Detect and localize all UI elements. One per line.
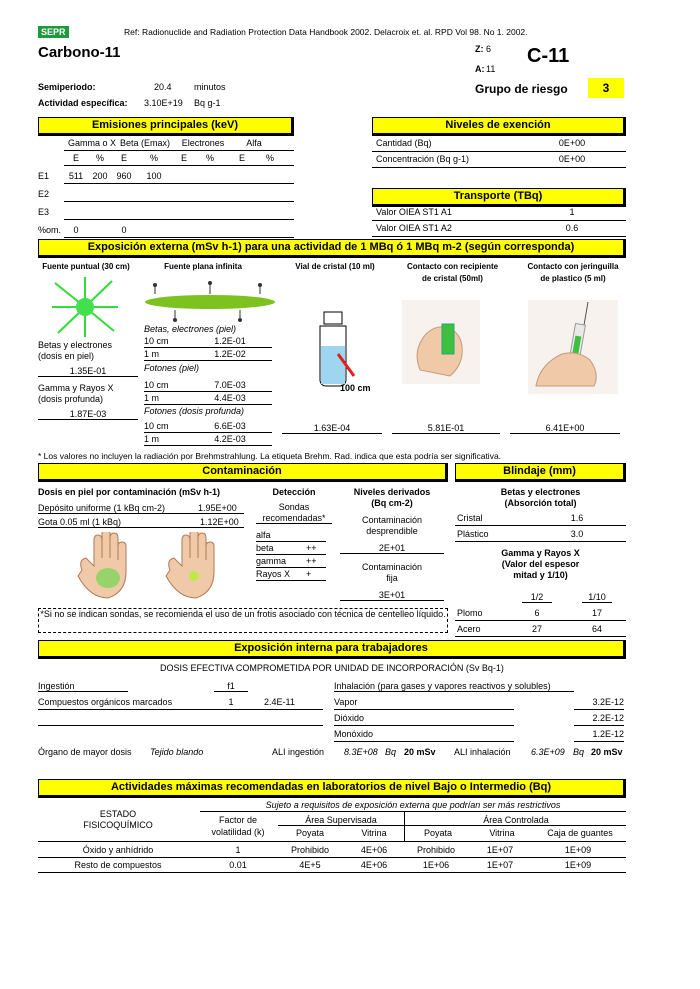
actividades-subhead: Poyata: [423, 828, 453, 838]
transporte-label: Valor OIEA ST1 A1: [376, 207, 452, 217]
plane-value: 6.6E-03: [214, 421, 246, 431]
inhalacion-dose: 2.2E-12: [592, 713, 624, 723]
head-jeringa-1: Contacto con jeringuilla: [527, 262, 619, 271]
plane-value: 1.2E-01: [214, 336, 246, 346]
brehm-note: * Los valores no incluyen la radiación por Brehmstrahlung. La etiqueta Brehm. Rad. indica que esta podría ser significativa.: [38, 451, 502, 461]
organ-value: Tejido blando: [150, 747, 204, 757]
desprendible-1: Contaminación: [361, 515, 423, 525]
gota-value: 1.12E+00: [200, 517, 239, 527]
plane-prof-title: Fotones (dosis profunda): [144, 406, 245, 416]
gamma-head-half: 1/2: [522, 592, 552, 603]
actividades-estado: Resto de compuestos: [74, 860, 162, 870]
plane-source-icon: [140, 280, 280, 326]
risk-value: 3: [588, 78, 624, 98]
gamma-point-value: 1.87E-03: [38, 409, 138, 420]
emisiones-sub-head: %: [265, 153, 274, 163]
emisiones-col-head: Alfa: [246, 138, 262, 148]
sondas-2: recomendadas*: [256, 513, 332, 524]
actividades-cell: 4E+5: [299, 860, 321, 870]
actividades-title: Actividades máximas recomendadas en laboratorios de nivel Bajo o Intermedio (Bq): [38, 779, 626, 798]
head-jeringa-2: de plastico (5 ml): [540, 274, 606, 283]
head-plane: Fuente plana infinita: [164, 262, 242, 271]
recipiente-value: 5.81E-01: [392, 423, 500, 434]
blindaje-half: 6: [534, 608, 540, 618]
ali-ingestion-value: 8.3E+08: [344, 747, 378, 757]
controlada-head: Área Controlada: [483, 815, 549, 825]
deposito-label: Depósito uniforme (1 kBq cm-2): [38, 503, 244, 514]
probe-name: alfa: [256, 530, 271, 540]
actividades-subhead: Vitrina: [361, 828, 387, 838]
emisiones-cell: 960: [116, 171, 132, 181]
activity-value: 3.10E+19: [144, 98, 183, 108]
blindaje-gamma-2: (Valor del espesor: [501, 559, 580, 569]
ingestion-compound: Compuestos orgánicos marcados: [38, 697, 173, 707]
blindaje-half: 27: [531, 624, 542, 634]
niveles-title-2: (Bq cm-2): [371, 498, 413, 508]
actividades-cell: 1E+09: [564, 860, 592, 870]
plane-value: 7.0E-03: [214, 380, 246, 390]
plane-distance: 1 m: [144, 349, 160, 359]
betas-label-1: Betas y electrones: [38, 340, 113, 350]
actividades-cell: 1E+07: [486, 860, 514, 870]
inhalacion-form: Monóxido: [334, 729, 374, 739]
deposito-value: 1.95E+00: [198, 503, 237, 513]
risk-label: Grupo de riesgo: [475, 82, 568, 96]
probe-rating: ++: [306, 556, 317, 566]
actividades-estado: Óxido y anhídrido: [82, 845, 154, 855]
blindaje-value: 3.0: [570, 529, 584, 539]
plane-distance: 10 cm: [144, 336, 169, 346]
plane-distance: 1 m: [144, 393, 160, 403]
transporte-value: 0.6: [565, 223, 579, 233]
inhalacion-dose: 1.2E-12: [592, 729, 624, 739]
gamma-head-tenth: 1/10: [582, 592, 612, 603]
blindaje-material: Acero: [457, 624, 481, 634]
gota-label: Gota 0.05 ml (1 kBq): [38, 517, 244, 528]
ali-ingestion-label: ALI ingestión: [272, 747, 325, 757]
plane-value: 4.2E-03: [214, 434, 246, 444]
emisiones-title: Emisiones principales (keV): [38, 117, 294, 136]
activity-label: Actividad específica:: [38, 98, 128, 108]
actividades-subhead: Vitrina: [489, 828, 515, 838]
niveles-title-1: Niveles derivados: [353, 487, 431, 497]
exencion-value: 0E+00: [558, 138, 586, 148]
vial-distance: 100 cm: [340, 383, 371, 393]
actividades-cell: 1E+06: [422, 860, 450, 870]
transporte-label: Valor OIEA ST1 A2: [376, 223, 452, 233]
emisiones-sub-head: %: [205, 153, 214, 163]
actividades-cell: 4E+06: [360, 845, 388, 855]
betas-point-value: 1.35E-01: [38, 366, 138, 377]
actividades-cell: 0.01: [229, 860, 247, 870]
plane-distance: 1 m: [144, 434, 160, 444]
emisiones-row-label: %om.: [38, 225, 62, 235]
plane-distance: 10 cm: [144, 380, 169, 390]
emisiones-col-head: Gamma o X: [67, 138, 116, 148]
emisiones-sub-head: %: [149, 153, 158, 163]
emisiones-table: [38, 136, 294, 240]
emisiones-sub-head: %: [95, 153, 104, 163]
sondas-1: Sondas: [278, 502, 310, 512]
jeringa-value: 6.41E+00: [510, 423, 620, 434]
interna-subtitle: DOSIS EFECTIVA COMPROMETIDA POR UNIDAD DE INCORPORACIÓN (Sv Bq-1): [160, 663, 504, 673]
probe-name: beta: [256, 543, 274, 553]
actividades-note: Sujeto a requisitos de exposición externa que podrían ser más restrictivos: [265, 800, 561, 810]
blindaje-title: Blindaje (mm): [455, 463, 626, 482]
exencion-title: Niveles de exención: [372, 117, 626, 136]
hand-uniform-icon: [72, 532, 136, 602]
emisiones-cell: 100: [146, 171, 162, 181]
emisiones-cell: 0: [121, 225, 127, 235]
estado-head-1: ESTADO: [99, 809, 137, 819]
a-value: 11: [486, 64, 496, 74]
hand-container-icon: [402, 300, 480, 384]
desprendible-2: desprendible: [366, 526, 418, 536]
emisiones-col-head: Beta (Emax): [119, 138, 170, 148]
halflife-value: 20.4: [154, 82, 172, 92]
plane-distance: 10 cm: [144, 421, 169, 431]
inhalacion-label: Inhalación (para gases y vapores reactivos y solubles): [334, 681, 574, 692]
frotis-footnote: *Si no se indican sondas, se recomienda el uso de un frotis asociado con técnica de centelleo líquido.: [38, 608, 448, 633]
emisiones-col-head: Electrones: [181, 138, 225, 148]
fija-value: 3E+01: [340, 590, 444, 601]
head-recipiente-1: Contacto con recipiente: [406, 262, 499, 271]
inhalacion-dose: 3.2E-12: [592, 697, 624, 707]
ingestion-f1: 1: [228, 697, 234, 707]
actividades-cell: 4E+06: [360, 860, 388, 870]
ali-ingestion-dose: 20 mSv: [404, 747, 436, 757]
ingestion-dose: 2.4E-11: [264, 697, 295, 707]
reference-text: Ref: Radionuclide and Radiation Protection Data Handbook 2002. Delacroix et. al. RPD Vol 98. No 1. 2002.: [124, 27, 528, 37]
exencion-label: Concentración (Bq g-1): [376, 154, 470, 164]
plane-value: 4.4E-03: [214, 393, 246, 403]
betas-label-2: (dosis en piel): [38, 351, 95, 361]
z-value: 6: [486, 44, 492, 54]
probe-rating: ++: [306, 543, 317, 553]
emisiones-sub-head: E: [180, 153, 187, 163]
halflife-unit: minutos: [194, 82, 226, 92]
factor-head-2: volatilidad (k): [211, 827, 265, 837]
transporte-title: Transporte (TBq): [372, 188, 626, 207]
plane-beta-title: Betas, electrones (piel): [144, 324, 237, 334]
exencion-table: [372, 136, 626, 168]
emisiones-sub-head: E: [72, 153, 79, 163]
probe-name: gamma: [256, 556, 287, 566]
contaminacion-title: Contaminación: [38, 463, 448, 482]
blindaje-betas-2: (Absorción total): [504, 498, 577, 508]
blindaje-material: Plomo: [457, 608, 483, 618]
halflife-label: Semiperiodo:: [38, 82, 96, 92]
blindaje-value: 1.6: [570, 513, 584, 523]
z-label: Z:: [475, 44, 484, 54]
actividades-cell: 1E+09: [564, 845, 592, 855]
transporte-value: 1: [569, 207, 575, 217]
inhalacion-form: Vapor: [334, 697, 358, 707]
exencion-label: Cantidad (Bq): [376, 138, 432, 148]
externa-title: Exposición externa (mSv h-1) para una actividad de 1 MBq ó 1 MBq m-2 (según corresponda): [38, 239, 626, 258]
transporte-table: [372, 205, 626, 237]
blindaje-material: Cristal: [457, 513, 483, 523]
emisiones-row-label: E1: [38, 171, 50, 181]
vial-icon: [310, 310, 360, 388]
actividades-subhead: Poyata: [295, 828, 325, 838]
blindaje-gamma-3: mitad y 1/10): [513, 570, 568, 580]
ali-inhalacion-dose: 20 mSv: [591, 747, 623, 757]
emisiones-row-label: E3: [38, 207, 50, 217]
plane-foton-title: Fotones (piel): [144, 363, 200, 373]
f1-label: f1: [214, 681, 248, 692]
nuclide-name: Carbono-11: [38, 44, 121, 61]
fija-1: Contaminación: [361, 562, 423, 572]
ali-ingestion-unit: Bq: [385, 747, 397, 757]
emisiones-cell: 200: [92, 171, 108, 181]
emisiones-sub-head: E: [238, 153, 245, 163]
emisiones-cell: 0: [73, 225, 79, 235]
estado-head-2: FISICOQUÍMICO: [83, 820, 153, 830]
gamma-label-2: (dosis profunda): [38, 394, 104, 404]
actividades-cell: 1E+07: [486, 845, 514, 855]
activity-unit: Bq g-1: [194, 98, 221, 108]
ali-inhalacion-unit: Bq: [573, 747, 585, 757]
blindaje-gamma-1: Gamma y Rayos X: [501, 548, 580, 558]
deteccion-title: Detección: [272, 487, 316, 497]
head-vial: Vial de cristal (10 ml): [295, 262, 375, 271]
actividades-cell: 1: [235, 845, 241, 855]
blindaje-tenth: 64: [591, 624, 602, 634]
probe-rating: +: [306, 569, 312, 579]
emisiones-cell: 511: [68, 171, 84, 181]
head-recipiente-2: de cristal (50ml): [422, 274, 483, 283]
blindaje-material: Plástico: [457, 529, 489, 539]
hand-syringe-icon: [528, 300, 618, 394]
actividades-cell: Prohibido: [290, 845, 330, 855]
plane-value: 1.2E-02: [214, 349, 246, 359]
ali-inhalacion-label: ALI inhalación: [454, 747, 511, 757]
ingestion-label: Ingestión: [38, 681, 128, 692]
exencion-value: 0E+00: [558, 154, 586, 164]
gamma-label-1: Gamma y Rayos X: [38, 383, 114, 393]
emisiones-sub-head: E: [120, 153, 127, 163]
nuclide-symbol: C-11: [527, 45, 570, 67]
fija-2: fija: [386, 573, 398, 583]
sepr-logo: SEPR: [38, 26, 69, 38]
blindaje-betas-1: Betas y electrones: [500, 487, 581, 497]
vial-value: 1.63E-04: [282, 423, 382, 434]
interna-title: Exposición interna para trabajadores: [38, 640, 626, 659]
inhalacion-form: Dióxido: [334, 713, 365, 723]
ali-inhalacion-value: 6.3E+09: [531, 747, 565, 757]
organ-label: Órgano de mayor dosis: [38, 747, 132, 757]
probe-name: Rayos X: [256, 569, 291, 579]
a-label: A:: [475, 64, 485, 74]
desprendible-value: 2E+01: [340, 543, 444, 554]
actividades-subhead: Caja de guantes: [547, 828, 613, 838]
actividades-cell: Prohibido: [416, 845, 456, 855]
hand-drop-icon: [160, 532, 224, 602]
point-source-icon: [50, 275, 120, 339]
emisiones-row-label: E2: [38, 189, 50, 199]
head-point: Fuente puntual (30 cm): [42, 262, 130, 271]
supervisada-head: Área Supervisada: [305, 815, 377, 825]
blindaje-tenth: 17: [591, 608, 602, 618]
factor-head-1: Factor de: [218, 815, 258, 825]
dosis-piel-title: Dosis en piel por contaminación (mSv h-1): [38, 487, 221, 497]
